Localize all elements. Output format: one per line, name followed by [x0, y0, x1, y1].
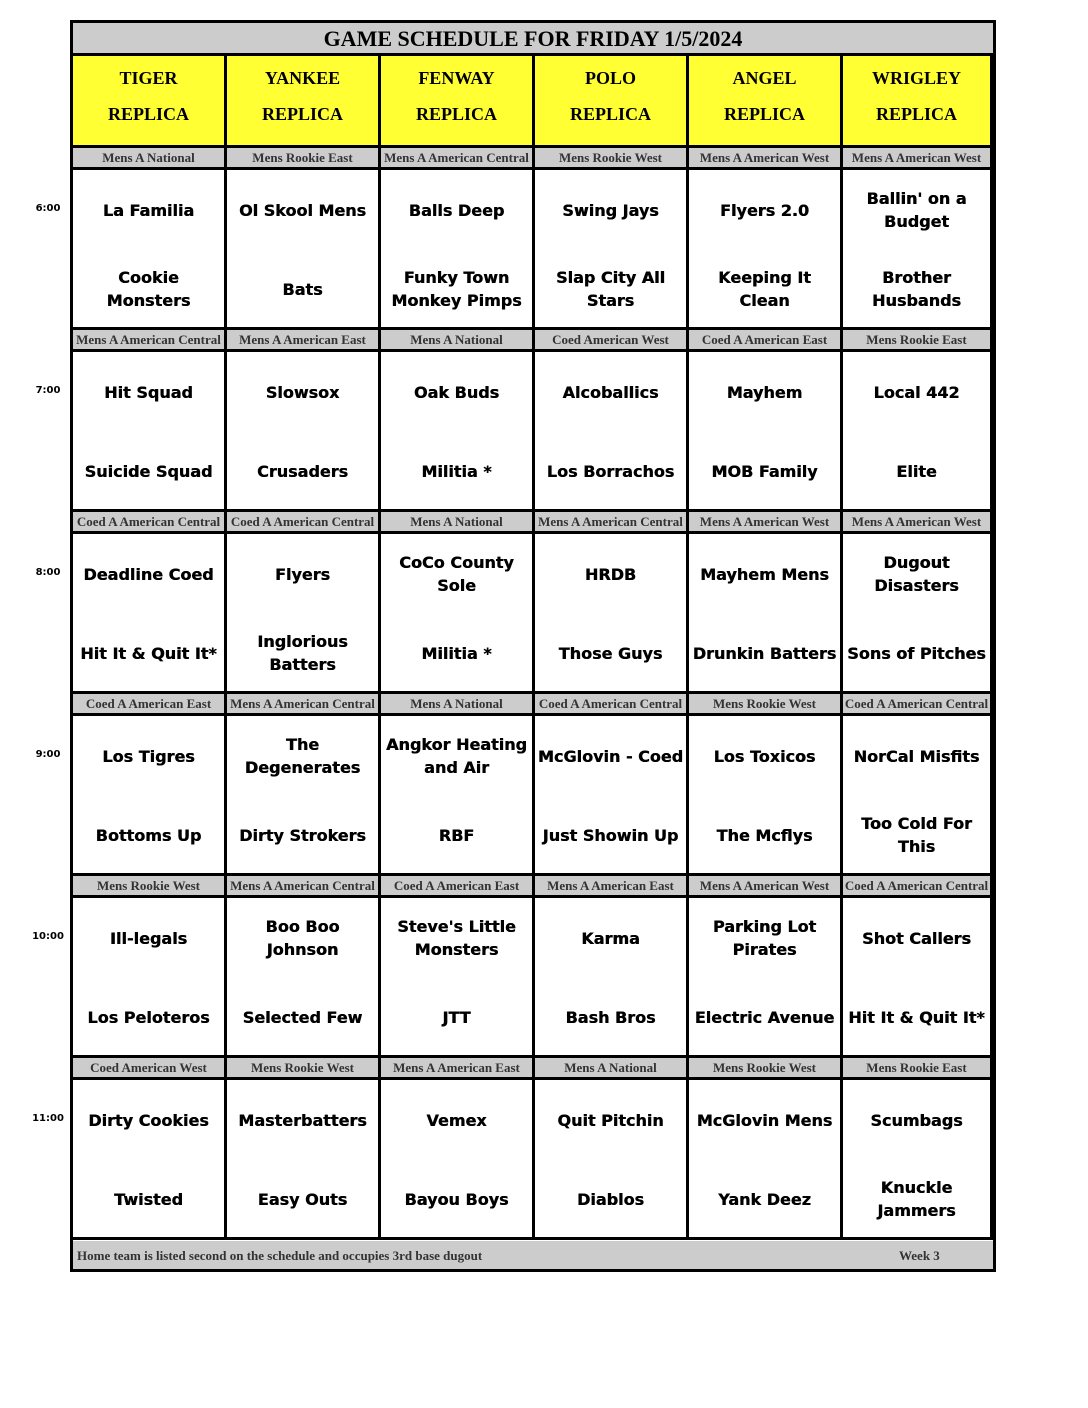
- away-team: Boo Boo Johnson: [265, 917, 340, 959]
- game-cell: [227, 352, 381, 512]
- home-team: Sons of Pitches: [847, 643, 986, 663]
- home-team: Just Showin Up: [542, 825, 679, 845]
- field-name: TIGER: [119, 68, 178, 88]
- field-subtitle: REPLICA: [107, 104, 189, 124]
- game-cell: [843, 352, 993, 512]
- home-team: Funky Town Monkey Pimps: [391, 268, 522, 310]
- division-label: Mens A American West: [843, 148, 993, 170]
- division-label: Mens Rookie West: [535, 148, 689, 170]
- game-cell: [843, 534, 993, 694]
- game-cell: [381, 898, 535, 1058]
- away-team: Local 442: [873, 382, 960, 402]
- home-team: Militia *: [421, 643, 492, 663]
- home-team: Los Borrachos: [546, 461, 675, 481]
- home-team: Slap City All Stars: [555, 268, 666, 310]
- away-team: Mayhem Mens: [700, 564, 829, 584]
- game-cell: [73, 716, 227, 876]
- field-header-0: [73, 56, 227, 148]
- division-label: Coed American West: [73, 1058, 227, 1080]
- away-team: Scumbags: [870, 1110, 963, 1130]
- division-label: Coed American West: [535, 330, 689, 352]
- away-team: McGlovin Mens: [696, 1110, 833, 1130]
- game-cell: [689, 170, 843, 330]
- home-team: Yank Deez: [718, 1189, 811, 1209]
- game-cell: [73, 1080, 227, 1240]
- away-team: Hit Squad: [104, 382, 193, 402]
- field-subtitle: REPLICA: [261, 104, 343, 124]
- game-cell: [535, 534, 689, 694]
- home-team: Keeping It Clean: [718, 268, 811, 310]
- game-cell: [689, 352, 843, 512]
- week-label: Week 3: [899, 1248, 940, 1263]
- division-label: Coed A American East: [689, 330, 843, 352]
- time-label: 8:00: [35, 567, 61, 578]
- game-cell: [227, 898, 381, 1058]
- field-header-5: [843, 56, 993, 148]
- game-cell: [227, 170, 381, 330]
- division-label: Mens A National: [535, 1058, 689, 1080]
- home-team: Bash Bros: [565, 1007, 656, 1027]
- division-label: Coed A American Central: [843, 694, 993, 716]
- division-label: Mens Rookie East: [227, 148, 381, 170]
- away-team: Oak Buds: [413, 382, 500, 402]
- game-cell: [227, 1080, 381, 1240]
- field-name: FENWAY: [418, 68, 495, 88]
- home-team: Hit It & Quit It*: [80, 643, 217, 663]
- home-team: Bottoms Up: [95, 825, 202, 845]
- field-name: WRIGLEY: [871, 68, 961, 88]
- division-label: Mens A American West: [689, 148, 843, 170]
- division-label: Mens A American East: [535, 876, 689, 898]
- field-header-3: [535, 56, 689, 148]
- away-team: Deadline Coed: [83, 564, 214, 584]
- home-team: Suicide Squad: [84, 461, 213, 481]
- footer-note: Home team is listed second on the schedule and occupies 3rd base dugout: [77, 1248, 483, 1263]
- game-cell: [73, 898, 227, 1058]
- away-team: Balls Deep: [408, 200, 505, 220]
- home-team: Easy Outs: [257, 1189, 348, 1209]
- home-team: Los Peloteros: [87, 1007, 210, 1027]
- division-label: Mens A National: [381, 512, 535, 534]
- away-team: Shot Callers: [862, 928, 971, 948]
- game-cell: [689, 716, 843, 876]
- division-label: Mens Rookie West: [73, 876, 227, 898]
- away-team: Flyers: [274, 564, 331, 584]
- home-team: RBF: [438, 825, 475, 845]
- away-team: CoCo County Sole: [399, 553, 514, 595]
- away-team: NorCal Misfits: [853, 746, 980, 766]
- game-cell: [381, 534, 535, 694]
- division-label: Mens A American Central: [227, 694, 381, 716]
- away-team: Vemex: [426, 1110, 487, 1130]
- field-name: ANGEL: [732, 68, 797, 88]
- division-label: Mens A National: [73, 148, 227, 170]
- away-team: Masterbatters: [238, 1110, 367, 1130]
- field-subtitle: REPLICA: [875, 104, 957, 124]
- away-team: Parking Lot Pirates: [712, 917, 817, 959]
- away-team: Los Tigres: [102, 746, 195, 766]
- division-label: Mens Rookie West: [689, 694, 843, 716]
- field-name: YANKEE: [264, 68, 341, 88]
- game-cell: [73, 534, 227, 694]
- home-team: Knuckle Jammers: [877, 1178, 956, 1220]
- division-label: Mens A American West: [689, 512, 843, 534]
- division-label: Mens A American East: [381, 1058, 535, 1080]
- away-team: La Familia: [102, 200, 195, 220]
- home-team: Diablos: [576, 1189, 644, 1209]
- away-team: Los Toxicos: [713, 746, 816, 766]
- home-team: Bayou Boys: [404, 1189, 509, 1209]
- division-label: Mens A American West: [689, 876, 843, 898]
- field-header-1: [227, 56, 381, 148]
- division-label: Mens A American Central: [381, 148, 535, 170]
- time-label: 6:00: [35, 203, 61, 214]
- home-team: MOB Family: [711, 461, 818, 481]
- home-team: Cookie Monsters: [106, 268, 191, 310]
- game-cell: [535, 170, 689, 330]
- page-title: GAME SCHEDULE FOR FRIDAY 1/5/2024: [73, 23, 993, 56]
- home-team: The Mcflys: [716, 825, 813, 845]
- division-label: Coed A American Central: [227, 512, 381, 534]
- division-label: Mens A American Central: [227, 876, 381, 898]
- game-cell: [535, 898, 689, 1058]
- home-team: Too Cold For This: [861, 814, 972, 856]
- game-cell: [381, 352, 535, 512]
- game-cell: [689, 1080, 843, 1240]
- game-cell: [535, 352, 689, 512]
- away-team: Angkor Heating and Air: [386, 735, 527, 777]
- home-team: Militia *: [421, 461, 492, 481]
- away-team: Steve's Little Monsters: [397, 917, 516, 959]
- home-team: JTT: [442, 1007, 471, 1027]
- division-label: Mens Rookie West: [689, 1058, 843, 1080]
- division-label: Coed A American Central: [73, 512, 227, 534]
- time-label: 7:00: [35, 385, 61, 396]
- division-label: Mens Rookie East: [843, 1058, 993, 1080]
- away-team: Alcoballics: [562, 382, 659, 402]
- division-label: Mens A American Central: [73, 330, 227, 352]
- home-team: Brother Husbands: [872, 268, 961, 310]
- field-header-4: [689, 56, 843, 148]
- away-team: Dirty Cookies: [88, 1110, 209, 1130]
- away-team: McGlovin - Coed: [537, 746, 684, 766]
- away-team: Swing Jays: [562, 200, 659, 220]
- division-label: Mens Rookie West: [227, 1058, 381, 1080]
- game-cell: [689, 898, 843, 1058]
- home-team: Dirty Strokers: [239, 825, 366, 845]
- division-label: Mens A American West: [843, 512, 993, 534]
- game-cell: [227, 716, 381, 876]
- division-label: Mens A American East: [227, 330, 381, 352]
- game-cell: [843, 716, 993, 876]
- home-team: Electric Avenue: [694, 1007, 835, 1027]
- home-team: Hit It & Quit It*: [848, 1007, 985, 1027]
- home-team: Elite: [896, 461, 937, 481]
- time-label: 10:00: [32, 931, 64, 942]
- away-team: Karma: [581, 928, 640, 948]
- away-team: Flyers 2.0: [719, 200, 810, 220]
- away-team: Quit Pitchin: [557, 1110, 664, 1130]
- field-subtitle: REPLICA: [569, 104, 651, 124]
- game-cell: [689, 534, 843, 694]
- away-team: Ol Skool Mens: [238, 200, 367, 220]
- away-team: Mayhem: [726, 382, 803, 402]
- footer-bar: [73, 1241, 993, 1269]
- home-team: Those Guys: [558, 643, 663, 663]
- time-label: 9:00: [35, 749, 61, 760]
- game-cell: [381, 1080, 535, 1240]
- home-team: Crusaders: [256, 461, 349, 481]
- away-team: Slowsox: [265, 382, 340, 402]
- home-team: Bats: [282, 279, 323, 299]
- away-team: Ballin' on a Budget: [866, 189, 967, 231]
- field-header-2: [381, 56, 535, 148]
- division-label: Coed A American Central: [843, 876, 993, 898]
- home-team: Inglorious Batters: [257, 632, 348, 674]
- away-team: Dugout Disasters: [874, 553, 959, 595]
- division-label: Coed A American East: [73, 694, 227, 716]
- division-label: Mens Rookie East: [843, 330, 993, 352]
- field-subtitle: REPLICA: [723, 104, 805, 124]
- division-label: Coed A American East: [381, 876, 535, 898]
- game-cell: [535, 1080, 689, 1240]
- game-cell: [381, 716, 535, 876]
- game-cell: [73, 352, 227, 512]
- field-name: POLO: [584, 68, 636, 88]
- division-label: Mens A American Central: [535, 512, 689, 534]
- game-cell: [535, 716, 689, 876]
- schedule-sheet: [70, 20, 996, 1272]
- time-label: 11:00: [32, 1113, 64, 1124]
- away-team: HRDB: [584, 564, 637, 584]
- away-team: Ill-legals: [109, 928, 188, 948]
- game-cell: [227, 534, 381, 694]
- division-label: Coed A American Central: [535, 694, 689, 716]
- home-team: Twisted: [114, 1189, 183, 1209]
- field-subtitle: REPLICA: [415, 104, 497, 124]
- game-cell: [843, 1080, 993, 1240]
- division-label: Mens A National: [381, 694, 535, 716]
- home-team: Selected Few: [242, 1007, 363, 1027]
- game-cell: [843, 170, 993, 330]
- game-cell: [381, 170, 535, 330]
- game-cell: [843, 898, 993, 1058]
- game-cell: [73, 170, 227, 330]
- division-label: Mens A National: [381, 330, 535, 352]
- home-team: Drunkin Batters: [692, 643, 837, 663]
- away-team: The Degenerates: [244, 735, 361, 777]
